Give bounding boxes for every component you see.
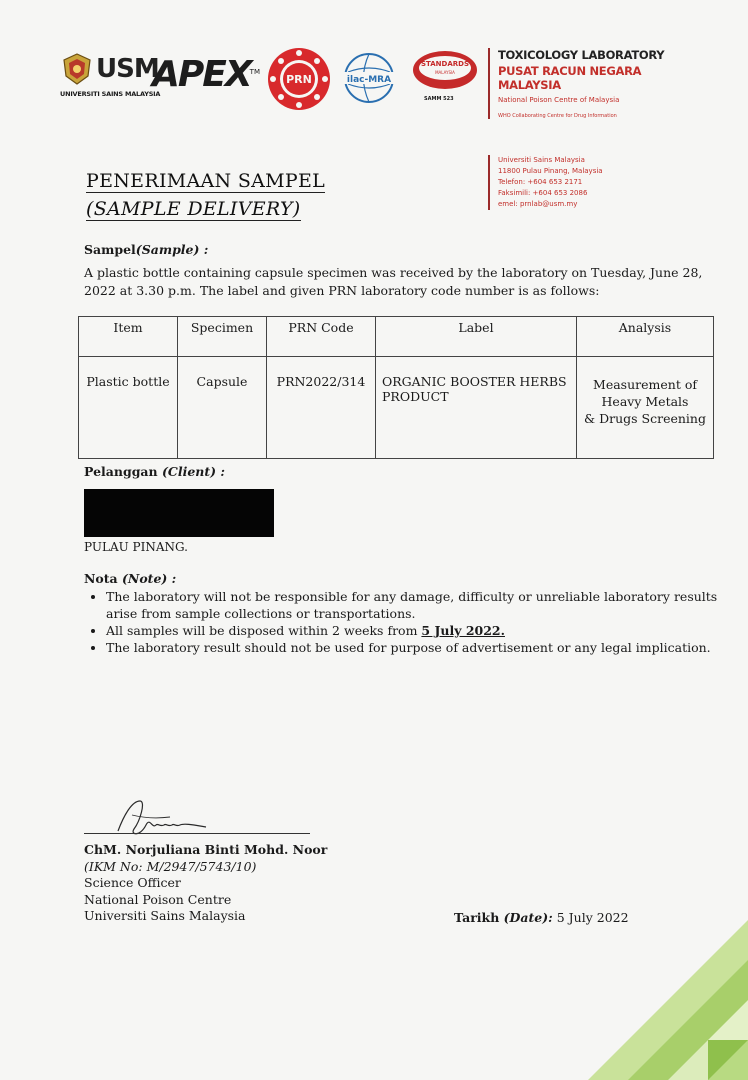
header-item: Item <box>79 317 178 357</box>
standards-malaysia-logo <box>410 48 480 108</box>
officer-position: Science Officer <box>84 875 181 890</box>
signature <box>110 795 220 843</box>
centre-name: PUSAT RACUN NEGARA MALAYSIA <box>498 64 642 92</box>
cell-item: Plastic bottle <box>79 357 178 459</box>
cell-label: ORGANIC BOOSTER HERBS PRODUCT <box>376 357 577 459</box>
standards-sub: MALAYSIA <box>435 70 455 75</box>
contact-telephone: Telefon: +604 653 2171 <box>498 178 583 186</box>
cell-analysis <box>577 357 714 459</box>
sample-heading-english: (Sample) : <box>135 242 209 257</box>
signature-line <box>84 833 310 834</box>
officer-centre: National Poison Centre <box>84 891 232 907</box>
centre-english: National Poison Centre of Malaysia <box>498 96 620 104</box>
title-english: (SAMPLE DELIVERY) <box>86 198 301 220</box>
contact-fax: Faksimili: +604 653 2086 <box>498 189 588 197</box>
usm-logo <box>60 50 161 100</box>
usm-subtitle: UNIVERSITI SAINS MALAYSIA <box>60 90 161 98</box>
sample-description: A plastic bottle containing capsule specimen was received by the laboratory on Tuesday, June 28, 2022 at 3.30 p.m. The label and given PRN laboratory code number is as follows: <box>84 265 703 298</box>
notes-heading <box>84 571 176 586</box>
lab-header <box>488 48 698 119</box>
note-dispose-date: 5 July 2022. <box>421 623 505 638</box>
sample-heading <box>84 242 208 257</box>
header-label: Label <box>376 317 577 357</box>
contact-address: 11800 Pulau Pinang, Malaysia <box>498 167 603 175</box>
prn-logo <box>264 44 334 114</box>
header-analysis: Analysis <box>577 317 714 357</box>
officer-name: ChM. Norjuliana Binti Mohd. Noor <box>84 842 328 857</box>
cell-prn-code: PRN2022/314 <box>267 357 376 459</box>
analysis-line-2: Heavy Metals <box>601 394 689 409</box>
officer-university: Universiti Sains Malaysia <box>84 908 246 923</box>
ilac-mra-logo <box>340 50 398 106</box>
corner-decoration <box>588 920 748 1080</box>
apex-tm: TM <box>249 68 260 76</box>
prn-mark: PRN <box>286 73 312 86</box>
ilac-globe-icon <box>340 50 398 106</box>
who-line: WHO Collaborating Centre for Drug Information <box>498 113 617 119</box>
table-header-row <box>79 317 714 357</box>
client-location: PULAU PINANG. <box>84 540 188 554</box>
notes-heading-english: (Note) : <box>122 571 177 586</box>
cell-specimen: Capsule <box>178 357 267 459</box>
client-heading <box>84 464 225 479</box>
table-row <box>79 357 714 459</box>
header-specimen: Specimen <box>178 317 267 357</box>
notes-heading-malay: Nota <box>84 571 122 586</box>
sample-table <box>78 316 714 459</box>
date-label-english: (Date): <box>503 910 553 925</box>
standards-badge-icon <box>410 48 480 94</box>
analysis-line-1: Measurement of <box>593 377 697 392</box>
title-malay: PENERIMAAN SAMPEL <box>86 170 326 192</box>
contact-block <box>488 155 648 210</box>
contact-university: Universiti Sains Malaysia <box>498 156 585 164</box>
prn-ring-icon <box>264 44 334 114</box>
apex-logo <box>150 50 258 100</box>
date-value: 5 July 2022 <box>552 910 629 925</box>
apex-wordmark: APEX <box>152 54 251 95</box>
officer-ikm: (IKM No: M/2947/5743/10) <box>84 858 257 874</box>
header-prn-code: PRN Code <box>267 317 376 357</box>
note-dispose-text: All samples will be disposed within 2 weeks from <box>106 623 422 638</box>
list-item: • The laboratory result should not be used for purpose of advertisement or any legal implication. <box>106 639 736 656</box>
usm-crest-icon <box>60 52 94 86</box>
usm-mark: USM <box>96 54 159 84</box>
officer-block <box>84 842 327 925</box>
client-heading-english: (Client) : <box>161 464 226 479</box>
redacted-client-name <box>84 489 274 537</box>
list-item: • The laboratory will not be responsible for any damage, difficulty or unreliable laboratory results arise from sample collections or transportations. <box>106 588 736 622</box>
notes-list <box>84 588 736 656</box>
analysis-line-3: & Drugs Screening <box>584 411 706 426</box>
client-heading-malay: Pelanggan <box>84 464 162 479</box>
standards-mark: STANDARDS <box>420 60 470 68</box>
contact-email: emel: prnlab@usm.my <box>498 200 578 208</box>
list-item <box>106 622 736 639</box>
lab-title: TOXICOLOGY LABORATORY <box>498 48 665 62</box>
ilac-mark: ilac-MRA <box>346 75 392 85</box>
date-label: Tarikh <box>454 910 504 925</box>
samm-number: SAMM 523 <box>424 96 454 102</box>
sample-heading-malay: Sampel <box>84 242 136 257</box>
